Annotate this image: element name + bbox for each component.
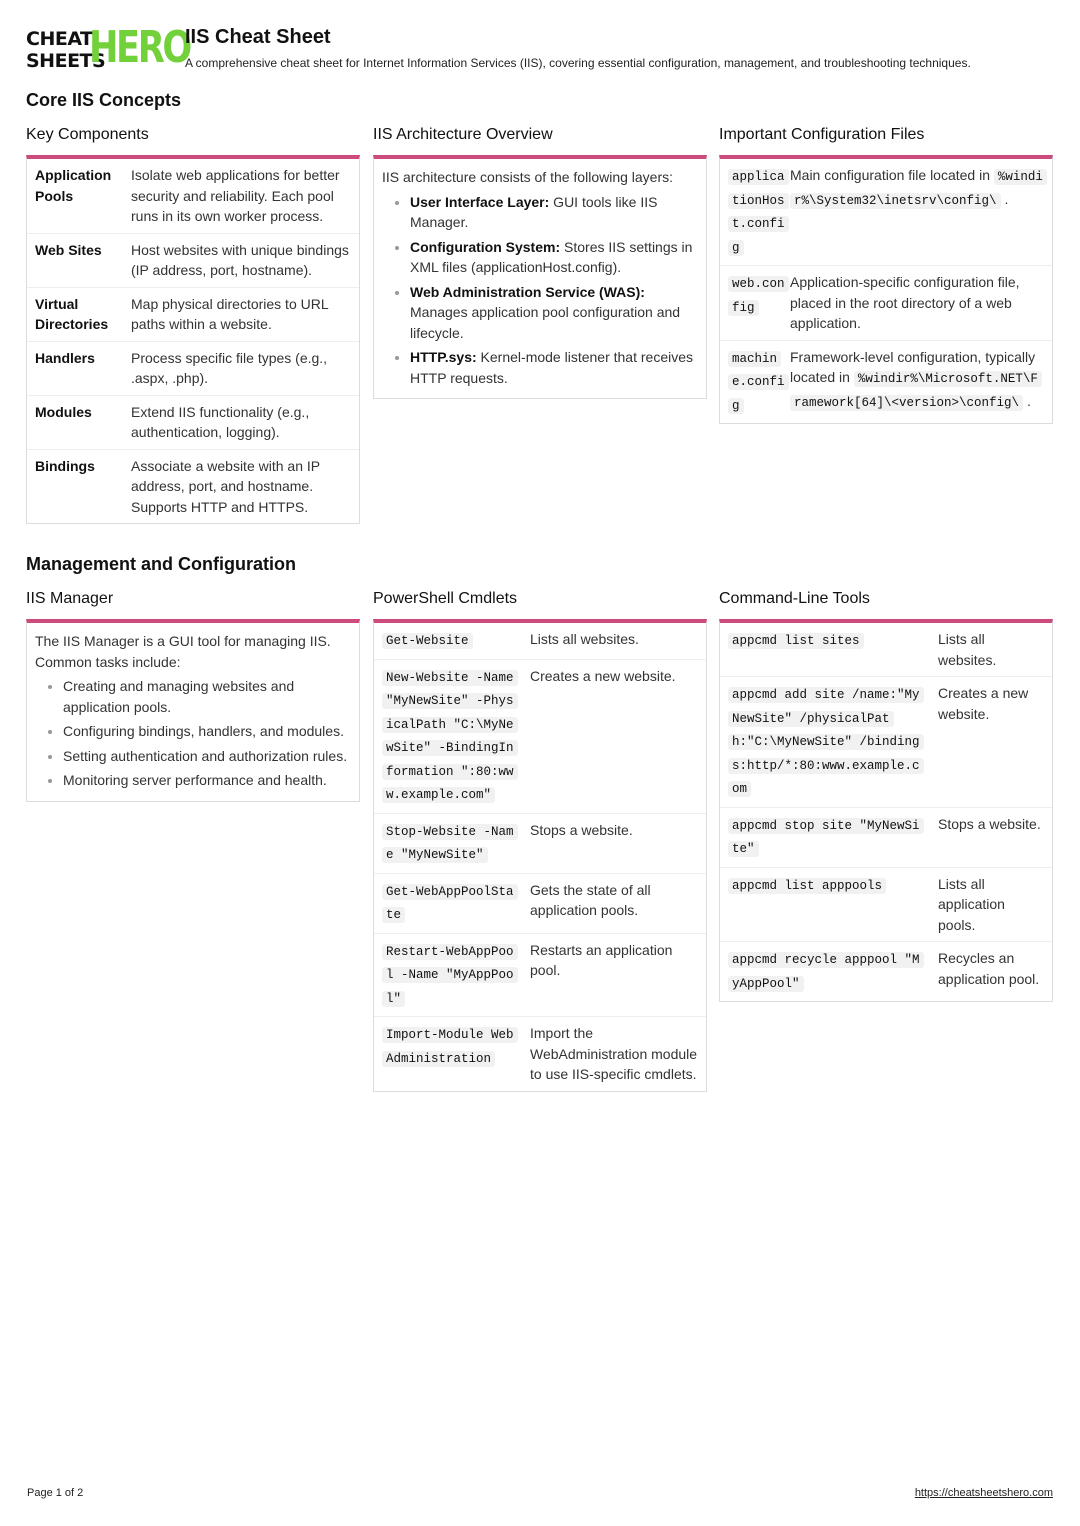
row-key — [374, 880, 520, 927]
table-row — [720, 623, 1052, 677]
config-file-name: applicationHost.config — [728, 169, 789, 256]
list-item: • Setting authentication and authorization rules. — [63, 746, 351, 767]
list-item — [410, 192, 698, 233]
command-code: appcmd recycle apppool "MyAppPool" — [728, 952, 924, 992]
list-item-term: User Interface Layer: — [410, 193, 550, 210]
site-link[interactable]: https://cheatsheetshero.com — [914, 1487, 1053, 1499]
row-value: Lists all websites. — [530, 631, 639, 647]
table-row — [374, 934, 706, 1018]
config-file-path: %windir%\Microsoft.NET\Framework[64]\<version>\config\ — [790, 371, 1042, 411]
cmdline-table — [720, 623, 1052, 1001]
row-value: Extend IIS functionality (e.g., authentication, logging). — [131, 403, 310, 440]
row-key: Virtual Directories — [35, 295, 109, 332]
table-row — [27, 450, 359, 524]
row-value: Lists all application pools. — [938, 875, 1005, 933]
card-cmdline — [719, 619, 1053, 1002]
logo-line1: CHEAT — [26, 28, 93, 50]
logo-line2: SHEETS — [26, 50, 106, 72]
row-key — [720, 272, 790, 334]
table-row — [374, 660, 706, 814]
list-item-term: Web Administration Service (WAS): — [410, 283, 645, 300]
architecture-list — [382, 192, 698, 389]
card-iis-manager — [26, 619, 360, 802]
command-code: New-Website -Name "MyNewSite" -PhysicalPath "C:\MyNewSite" -BindingInformation ":80:www.example.com" — [382, 670, 518, 804]
row-key: Bindings — [35, 457, 95, 474]
row-value — [790, 347, 1052, 418]
list-item: • Creating and managing websites and application pools. — [63, 676, 351, 717]
powershell-table — [374, 623, 706, 1091]
row-key: Application Pools — [35, 167, 112, 204]
table-row — [374, 874, 706, 934]
list-item — [410, 282, 698, 344]
row-value: Lists all websites. — [938, 631, 997, 668]
card-title-iis-manager: IIS Manager — [26, 590, 114, 607]
page-header — [26, 22, 1056, 76]
row-key — [720, 165, 790, 259]
row-value: Map physical directories to URL paths within a website. — [131, 295, 329, 332]
page-subtitle: A comprehensive cheat sheet for Internet Information Services (IIS), covering essential configuration, management, and troubleshooting techniques. — [185, 56, 971, 70]
row-key — [720, 629, 928, 670]
card-title-key-components: Key Components — [26, 126, 149, 143]
row-value: Import the WebAdministration module to use IIS-specific cmdlets. — [530, 1025, 698, 1082]
config-files-table — [720, 159, 1052, 423]
row-key — [374, 1023, 520, 1085]
card-title-cmdline: Command-Line Tools — [719, 590, 870, 607]
cheatsheetshero-logo[interactable] — [26, 22, 190, 73]
key-components-table — [27, 159, 359, 523]
row-key — [374, 940, 520, 1011]
command-code: appcmd list apppools — [728, 878, 886, 894]
architecture-intro: IIS architecture consists of the following layers: — [382, 169, 674, 185]
row-key — [374, 629, 520, 653]
command-code: Import-Module WebAdministration — [382, 1027, 518, 1067]
card-title-architecture: IIS Architecture Overview — [373, 126, 553, 143]
list-item-text: Manages application pool configuration and lifecycle. — [410, 304, 681, 341]
iis-manager-list — [35, 676, 351, 791]
command-code: Get-WebAppPoolState — [382, 884, 518, 924]
command-code: appcmd add site /name:"MyNewSite" /physicalPath:"C:\MyNewSite" /bindings:http/*:80:www.example.com — [728, 687, 924, 797]
row-key — [720, 948, 928, 995]
list-item-text: Stores IIS settings in XML files (applicationHost.config). — [410, 238, 693, 275]
table-row — [27, 342, 359, 396]
row-value — [790, 165, 1052, 259]
row-key: Modules — [35, 403, 92, 420]
row-value: Isolate web applications for better security and reliability. Each pool runs in its own worker process. — [131, 167, 340, 224]
row-value: Restarts an application pool. — [530, 941, 673, 978]
command-code: appcmd list sites — [728, 633, 864, 649]
row-value — [790, 272, 1052, 334]
iis-manager-intro: The IIS Manager is a GUI tool for managing IIS. Common tasks include: — [35, 633, 331, 670]
config-file-desc: Framework-level configuration, typically located in — [790, 348, 1036, 385]
row-key — [720, 814, 928, 861]
list-item-term: HTTP.sys: — [410, 349, 477, 365]
section-title-management: Management and Configuration — [26, 554, 296, 574]
card-architecture — [373, 155, 707, 399]
table-row — [720, 677, 1052, 808]
section-title-core: Core IIS Concepts — [26, 90, 182, 110]
config-file-desc-end: . — [1026, 392, 1031, 409]
table-row — [27, 288, 359, 342]
table-row — [374, 623, 706, 660]
row-key: Handlers — [35, 349, 95, 366]
iis-manager-body — [27, 623, 359, 801]
architecture-body — [374, 159, 706, 398]
page-title: IIS Cheat Sheet — [185, 26, 331, 48]
command-code: Restart-WebAppPool -Name "MyAppPool" — [382, 944, 518, 1007]
list-item — [410, 347, 698, 388]
row-value: Recycles an application pool. — [938, 950, 1040, 987]
table-row — [720, 942, 1052, 1001]
table-row — [720, 159, 1052, 266]
table-row — [374, 814, 706, 874]
command-code: appcmd stop site "MyNewSite" — [728, 818, 924, 858]
command-code: Stop-Website -Name "MyNewSite" — [382, 824, 518, 864]
card-title-config-files: Important Configuration Files — [719, 126, 925, 143]
table-row — [720, 266, 1052, 341]
row-key: Web Sites — [35, 241, 102, 258]
config-file-name: web.config — [728, 276, 789, 316]
table-row — [374, 1017, 706, 1091]
row-value: Gets the state of all application pools. — [530, 881, 651, 918]
list-item-text: GUI tools like IIS Manager. — [410, 193, 658, 230]
list-item-text: Kernel-mode listener that receives HTTP requests. — [410, 349, 693, 386]
config-file-desc-end: . — [1004, 190, 1009, 207]
row-key — [374, 666, 520, 807]
table-row — [27, 234, 359, 288]
row-key — [720, 347, 790, 418]
list-item: • Configuring bindings, handlers, and modules. — [63, 721, 351, 742]
card-title-powershell: PowerShell Cmdlets — [373, 590, 518, 607]
card-powershell — [373, 619, 707, 1092]
table-row — [27, 159, 359, 234]
config-file-desc: Application-specific configuration file, placed in the root directory of a web application. — [790, 274, 1020, 331]
logo-hero: HERO — [89, 22, 190, 73]
card-config-files — [719, 155, 1053, 424]
card-key-components — [26, 155, 360, 524]
row-value: Associate a website with an IP address, port, and hostname. Supports HTTP and HTTPS. — [131, 457, 320, 515]
list-item: • Monitoring server performance and health. — [63, 770, 351, 791]
config-file-name: machine.config — [728, 351, 789, 414]
row-value: Process specific file types (e.g., .aspx, .php). — [131, 349, 328, 386]
list-item-term: Configuration System: — [410, 238, 561, 255]
table-row — [720, 868, 1052, 943]
row-key — [374, 820, 520, 867]
config-file-desc: Main configuration file located in — [790, 167, 991, 183]
row-value: Stops a website. — [530, 821, 633, 838]
row-value: Stops a website. — [938, 815, 1041, 832]
command-code: Get-Website — [382, 633, 473, 649]
table-row — [720, 341, 1052, 424]
config-file-path: %windir%\System32\inetsrv\config\ — [790, 169, 1047, 209]
row-value: Host websites with unique bindings (IP address, port, hostname). — [131, 241, 349, 278]
table-row — [720, 808, 1052, 868]
row-value: Creates a new website. — [938, 685, 1029, 722]
row-value: Creates a new website. — [530, 667, 676, 684]
list-item — [410, 237, 698, 278]
table-row — [27, 396, 359, 450]
row-key — [720, 874, 928, 936]
page-number: Page 1 of 2 — [27, 1487, 84, 1499]
row-key — [720, 683, 928, 801]
